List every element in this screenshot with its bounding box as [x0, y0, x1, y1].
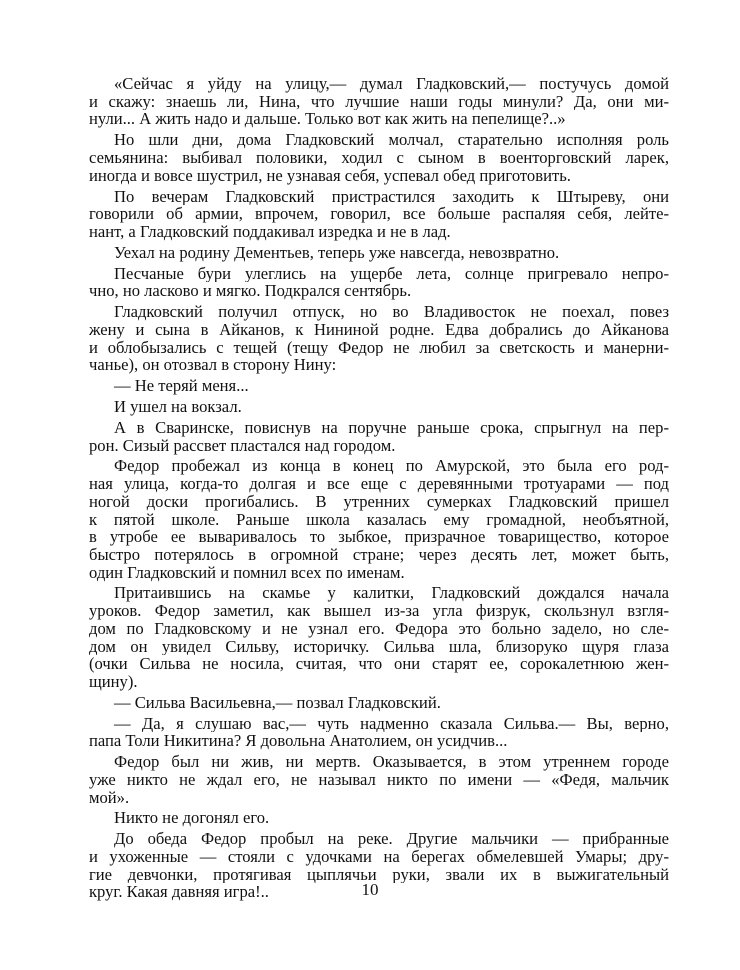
paragraph: [89, 303, 669, 374]
text-line: «Сейчас я уйду на улицу,— думал Гладковский,— постучусь домой: [114, 75, 669, 93]
paragraph: [89, 457, 669, 581]
text-line: По вечерам Гладковский пристрастился заходить к Штыреву, они: [114, 187, 669, 206]
text-line: рон. Сизый рассвет пластался над городом.: [89, 435, 396, 455]
text-line: (очки Сильва не носила, считая, что они старят ее, сорокалетнюю жен-: [89, 655, 669, 673]
text-line: говорили об армии, впрочем, говорил, все больше распаляя себя, лейте-: [89, 205, 669, 223]
paragraph: [89, 694, 669, 712]
text-line: Гладковский получил отпуск, но во Владивосток не поехал, повез: [114, 303, 669, 321]
text-line: один Гладковский и помнил всех по именам.: [89, 562, 405, 582]
text-line: — Сильва Васильевна,— позвал Гладковский.: [114, 692, 441, 712]
text-line: И ушел на вокзал.: [114, 397, 242, 416]
text-line: — Не теряй меня...: [114, 376, 249, 396]
text-line: в утробе ее вываривалось то зыбкое, призрачное товарищество, которое: [89, 528, 669, 546]
text-line: и ухоженные — стояли с удочками на берегах обмелевшей Умары; дру-: [89, 848, 669, 866]
paragraph: [89, 377, 669, 395]
text-line: Песчаные бури улеглись на ущербе лета, солнце пригревало непро-: [114, 264, 669, 283]
paragraph: [89, 419, 669, 454]
text-line: Никто не догонял его.: [114, 808, 270, 828]
text-line: и скажу: знаешь ли, Нина, что лучшие наши годы минули? Да, они ми-: [89, 92, 669, 111]
text-line: нант, а Гладковский поддакивал изредка и не в лад.: [89, 221, 451, 241]
text-line: уроков. Федор заметил, как вышел из-за угла физрук, скользнул взгля-: [89, 602, 669, 620]
text-line: А в Сваринске, повиснув на поручне раньше срока, спрыгнул на пер-: [114, 418, 669, 437]
paragraph: [89, 753, 669, 806]
text-line: гие девчонки, протягивая цыплячьи руки, звали их в выжигательный: [89, 865, 669, 884]
text-line: дом он увидел Сильву, историчку. Сильва шла, близоруко щуря глаза: [89, 637, 669, 656]
text-line: семьянина: выбивал половики, ходил с сыном в военторговский ларек,: [89, 148, 669, 167]
paragraph: [89, 584, 669, 690]
text-line: щину).: [89, 671, 138, 691]
text-line: уже никто не ждал его, не называл никто по имени — «Федя, мальчик: [89, 770, 669, 789]
text-line: иногда и вовсе шустрил, не узнавая себя, успевал обед приготовить.: [89, 165, 571, 185]
paragraph: [89, 715, 669, 750]
text-line: чанье), он отозвал в сторону Нину:: [89, 355, 337, 375]
text-line: До обеда Федор пробыл на реке. Другие мальчики — прибранные: [114, 830, 669, 848]
text-line: и облобызались с тещей (тещу Федор не любил за светскость и манерни-: [89, 338, 669, 357]
text-line: Федор пробежал из конца в конец по Амурской, это была его род-: [114, 457, 669, 476]
text-line: Притаившись на скамье у калитки, Гладковский дождался начала: [114, 584, 669, 603]
paragraph: [89, 75, 669, 128]
page-number: 10: [361, 880, 379, 899]
text-line: мой».: [89, 787, 130, 807]
text-line: быстро потерялось в огромной стране; через десять лет, может быть,: [89, 545, 669, 564]
text-line: ная улица, когда-то долгая и все еще с деревянными тротуарами — под: [89, 475, 669, 493]
text-line: Но шли дни, дома Гладковский молчал, старательно исполняя роль: [114, 131, 669, 149]
text-line: ногой доски прогибались. В утренних сумерках Гладковский пришел: [89, 492, 669, 511]
paragraph: [89, 809, 669, 827]
paragraph: [89, 244, 669, 262]
paragraph: [89, 398, 669, 416]
body-text: [89, 75, 669, 904]
text-line: дом по Гладковскому и не узнал его. Федора это больно задело, но сле-: [89, 619, 669, 638]
text-line: круг. Какая давняя игра!..: [89, 882, 269, 902]
text-line: — Да, я слушаю вас,— чуть надменно сказала Сильва.— Вы, верно,: [114, 714, 669, 733]
text-line: папа Толи Никитина? Я довольна Анатолием, он усидчив...: [89, 731, 508, 751]
text-line: к пятой школе. Раньше школа казалась ему громадной, необъятной,: [89, 510, 669, 529]
text-line: жену и сына в Айканов, к Нининой родне. Едва добрались до Айканова: [89, 320, 669, 339]
text-line: чно, но ласково и мягко. Подкрался сентябрь.: [89, 281, 412, 301]
text-line: Федор был ни жив, ни мертв. Оказывается, в этом утреннем городе: [114, 753, 669, 771]
text-line: Уехал на родину Дементьев, теперь уже навсегда, невозвратно.: [114, 242, 560, 262]
paragraph: [89, 131, 669, 184]
paragraph: [89, 188, 669, 241]
paragraph: [89, 265, 669, 300]
text-line: нули... А жить надо и дальше. Только вот как жить на пепелище?..»: [89, 109, 566, 129]
